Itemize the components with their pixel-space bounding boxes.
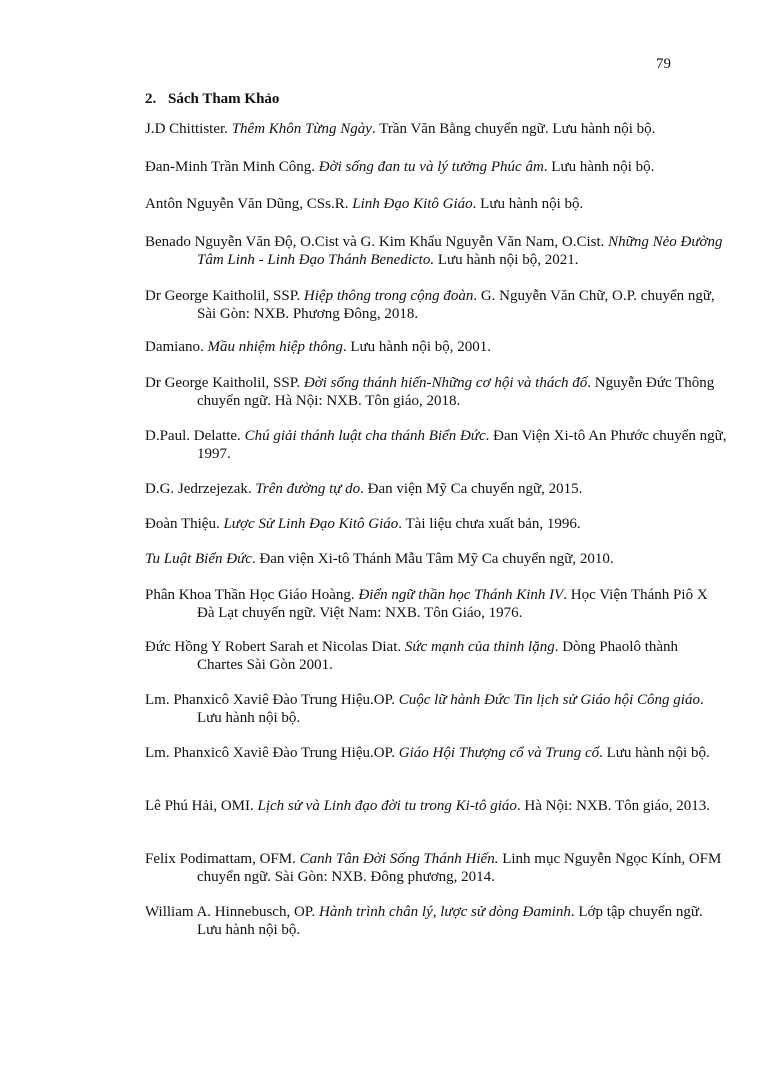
section-title: Sách Tham Khảo [168, 91, 280, 107]
reference-entry: Phân Khoa Thần Học Giáo Hoàng. Điển ngữ thần học Thánh Kinh IV. Học Viện Thánh Piô X Đà Lạt chuyển ngữ. Việt Nam: NXB. Tôn Giáo, 1976. [145, 587, 708, 621]
reference-entry: Lm. Phanxicô Xaviê Đào Trung Hiệu.OP. Cuộc lữ hành Đức Tin lịch sử Giáo hội Công giáo. Lưu hành nội bộ. [145, 692, 704, 726]
reference-entry: Đức Hồng Y Robert Sarah et Nicolas Diat. Sức mạnh của thinh lặng. Dòng Phaolô thành Chartes Sài Gòn 2001. [145, 639, 679, 673]
reference-entry: D.G. Jedrzejezak. Trên đường tự do. Đan viện Mỹ Ca chuyển ngữ, 2015. [145, 481, 583, 497]
reference-entry: J.D Chittister. Thêm Khôn Từng Ngày. Trần Văn Bằng chuyển ngữ. Lưu hành nội bộ. [145, 121, 656, 137]
reference-entry: Đan-Minh Trần Minh Công. Đời sống đan tu và lý tưởng Phúc âm. Lưu hành nội bộ. [145, 159, 655, 175]
reference-entry: Benado Nguyễn Văn Độ, O.Cist và G. Kim Khẩu Nguyễn Văn Nam, O.Cist. Những Nẻo Đường Tâm Linh - Linh Đạo Thánh Benedicto. Lưu hành nội bộ, 2021. [145, 234, 723, 268]
reference-entry: Antôn Nguyễn Văn Dũng, CSs.R. Linh Đạo Kitô Giáo. Lưu hành nội bộ. [145, 196, 584, 212]
reference-entry: Lê Phú Hải, OMI. Lịch sử và Linh đạo đời tu trong Ki-tô giáo. Hà Nội: NXB. Tôn giáo, 2013. [145, 798, 710, 814]
reference-entry: Tu Luật Biển Đức. Đan viện Xi-tô Thánh Mẫu Tâm Mỹ Ca chuyển ngữ, 2010. [145, 551, 614, 567]
page-number: 79 [656, 56, 671, 72]
reference-entry: Đoàn Thiệu. Lược Sử Linh Đạo Kitô Giáo. Tài liệu chưa xuất bản, 1996. [145, 516, 581, 532]
reference-entry: Damiano. Mầu nhiệm hiệp thông. Lưu hành nội bộ, 2001. [145, 339, 492, 355]
reference-entry: D.Paul. Delatte. Chú giải thánh luật cha thánh Biển Đức. Đan Viện Xi-tô An Phước chuyển ngữ, 1997. [145, 428, 727, 462]
reference-entry: Lm. Phanxicô Xaviê Đào Trung Hiệu.OP. Giáo Hội Thượng cổ và Trung cổ. Lưu hành nội bộ. [145, 745, 710, 761]
reference-entry: William A. Hinnebusch, OP. Hành trình chân lý, lược sử dòng Đaminh. Lớp tập chuyển ngữ. Lưu hành nội bộ. [145, 904, 703, 938]
section-number: 2. [145, 91, 157, 107]
reference-entry: Dr George Kaitholil, SSP. Đời sống thánh hiến-Những cơ hội và thách đố. Nguyễn Đức Thông chuyển ngữ. Hà Nội: NXB. Tôn giáo, 2018. [145, 375, 715, 409]
reference-entry: Dr George Kaitholil, SSP. Hiệp thông trong cộng đoàn. G. Nguyễn Văn Chữ, O.P. chuyển ngữ, Sài Gòn: NXB. Phương Đông, 2018. [145, 288, 715, 322]
section-heading [145, 91, 279, 108]
reference-entry: Felix Podimattam, OFM. Canh Tân Đời Sống Thánh Hiến. Linh mục Nguyễn Ngọc Kính, OFM chuyển ngữ. Sài Gòn: NXB. Đông phương, 2014. [145, 851, 722, 885]
